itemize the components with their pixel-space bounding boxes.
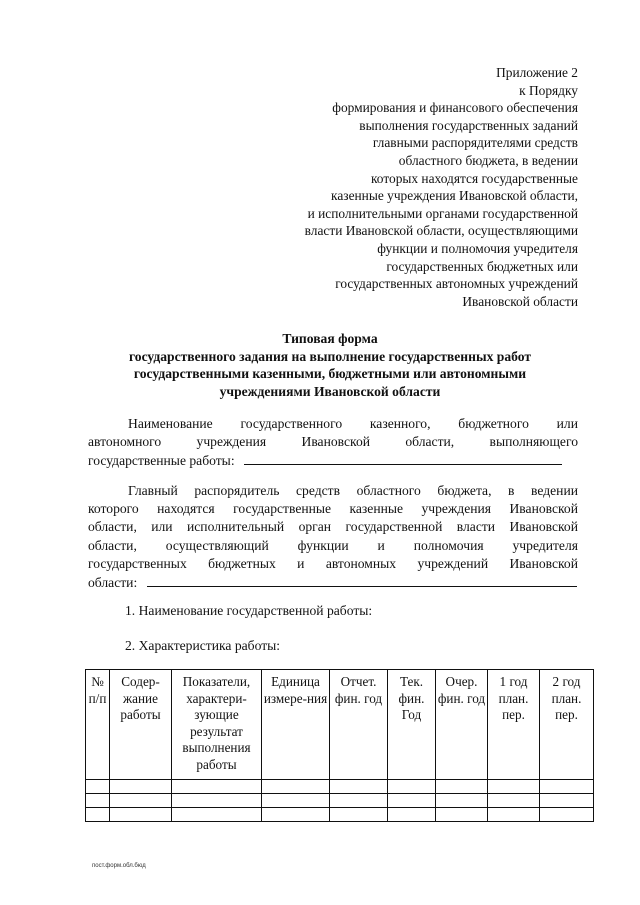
table-cell[interactable]	[86, 794, 110, 808]
appendix-line: Ивановской области	[462, 293, 578, 309]
item-work-characteristics: 2. Характеристика работы:	[125, 638, 281, 653]
table-cell[interactable]	[262, 780, 330, 794]
appendix-line: главными распорядителями средств	[372, 135, 578, 151]
distributor-label-line: области:	[88, 575, 138, 591]
table-cell[interactable]	[110, 794, 172, 808]
table-cell[interactable]	[488, 808, 540, 822]
table-cell[interactable]	[262, 794, 330, 808]
document-title	[80, 330, 580, 400]
appendix-line: которых находятся государственные	[370, 170, 578, 186]
col-header-plan-year-2: 2 год план. пер.	[540, 670, 594, 780]
table-cell[interactable]	[172, 808, 262, 822]
title-line: Типовая форма	[282, 331, 378, 346]
distributor-label-line: области, или исполнительный орган государственной власти Ивановской	[88, 519, 578, 535]
table-cell[interactable]	[86, 808, 110, 822]
table-cell[interactable]	[110, 808, 172, 822]
institution-label-line: Наименование государственного казенного, бюджетного или	[128, 416, 578, 431]
table-row	[86, 780, 594, 794]
institution-label-line: автономного учреждения Ивановской области, выполняющего	[88, 434, 578, 450]
institution-name-field	[88, 415, 578, 471]
appendix-line: власти Ивановской области, осуществляющими	[304, 223, 578, 239]
table-cell[interactable]	[540, 808, 594, 822]
work-characteristics-table	[85, 669, 594, 822]
col-header-unit: Единица измере-ния	[262, 670, 330, 780]
col-header-current-year: Тек. фин. Год	[388, 670, 436, 780]
appendix-line: областного бюджета, в ведении	[398, 152, 578, 168]
table-cell[interactable]	[330, 808, 388, 822]
table-cell[interactable]	[436, 780, 488, 794]
table-row	[86, 794, 594, 808]
table-cell[interactable]	[540, 794, 594, 808]
col-header-report-year: Отчет. фин. год	[330, 670, 388, 780]
distributor-label-line: Главный распорядитель средств областного бюджета, в ведении	[128, 483, 578, 498]
col-header-next-year: Очер. фин. год	[436, 670, 488, 780]
table-cell[interactable]	[388, 808, 436, 822]
title-line: учреждениями Ивановской области	[219, 383, 441, 399]
appendix-line: функции и полномочия учредителя	[377, 240, 578, 256]
table-cell[interactable]	[388, 794, 436, 808]
title-line: государственного задания на выполнение государственных работ	[128, 348, 532, 364]
appendix-line: формирования и финансового обеспечения	[332, 100, 578, 116]
appendix-header	[250, 64, 578, 310]
appendix-line: казенные учреждения Ивановской области,	[331, 188, 578, 204]
table-cell[interactable]	[330, 794, 388, 808]
footer-filename: пост.форм.обл.бюд	[92, 863, 146, 869]
institution-label-line: государственные работы:	[88, 453, 235, 469]
table-cell[interactable]	[262, 808, 330, 822]
table-row	[86, 808, 594, 822]
item-work-name: 1. Наименование государственной работы:	[125, 603, 373, 618]
table-cell[interactable]	[110, 780, 172, 794]
table-header-row	[86, 670, 594, 780]
col-header-indicators: Показатели, характери-зующие результат выполнения работы	[172, 670, 262, 780]
table-cell[interactable]	[488, 780, 540, 794]
table-cell[interactable]	[488, 794, 540, 808]
table-cell[interactable]	[388, 780, 436, 794]
distributor-field	[88, 482, 578, 592]
table-cell[interactable]	[436, 808, 488, 822]
table-cell[interactable]	[86, 780, 110, 794]
appendix-line: государственных автономных учреждений	[335, 276, 578, 292]
title-line: государственными казенными, бюджетными или автономными	[133, 366, 527, 381]
table-cell[interactable]	[436, 794, 488, 808]
col-header-plan-year-1: 1 год план. пер.	[488, 670, 540, 780]
appendix-line: государственных бюджетных или	[386, 258, 578, 274]
table-cell[interactable]	[172, 780, 262, 794]
appendix-line: Приложение 2	[496, 65, 578, 80]
col-header-content: Содер-жание работы	[110, 670, 172, 780]
col-header-number: № п/п	[86, 670, 110, 780]
institution-blank-line[interactable]	[244, 451, 562, 465]
distributor-label-line: государственных бюджетных и автономных учреждений Ивановской	[88, 555, 578, 571]
appendix-line: к Порядку	[519, 82, 578, 98]
distributor-label-line: области, осуществляющий функции и полномочия учредителя	[88, 537, 578, 553]
appendix-line: выполнения государственных заданий	[359, 117, 578, 133]
distributor-label-line: которого находятся государственные казенные учреждения Ивановской	[88, 501, 578, 517]
table-cell[interactable]	[330, 780, 388, 794]
table-cell[interactable]	[540, 780, 594, 794]
appendix-line: и исполнительными органами государственной	[307, 205, 578, 221]
distributor-blank-line[interactable]	[147, 573, 577, 587]
table-cell[interactable]	[172, 794, 262, 808]
